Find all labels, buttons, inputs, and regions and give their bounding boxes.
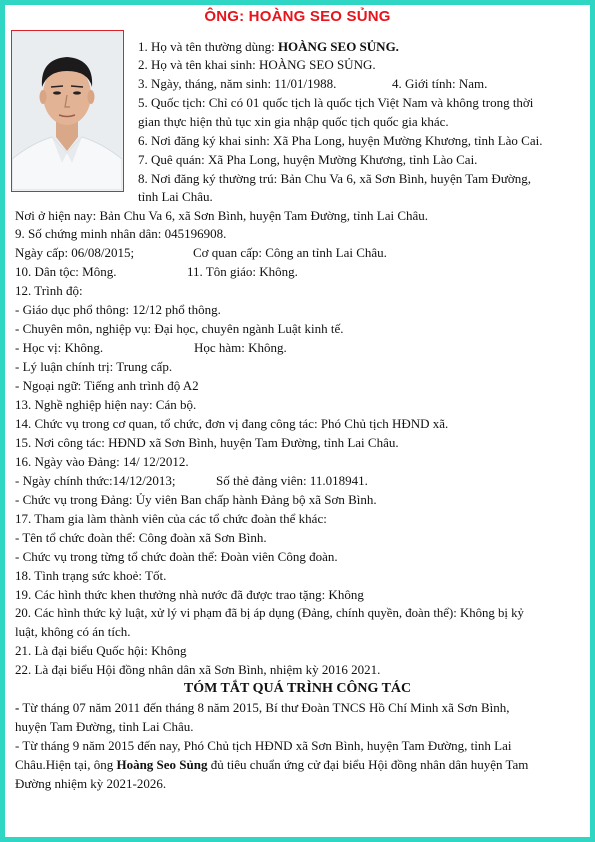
- nationality-line-cont: gian thực hiện thủ tục xin gia nhập quốc tịch quốc gia khác.: [138, 114, 449, 129]
- full-name-value: HOÀNG SEO SỦNG.: [277, 39, 399, 54]
- summary-paragraph-2-cont: Châu.Hiện tại, ông Hoàng Seo Sủng đủ tiêu chuẩn ứng cử đại biểu Hội đồng nhân dân huyện Tam: [15, 757, 529, 772]
- political-theory-line: - Lý luận chính trị: Trung cấp.: [15, 359, 173, 374]
- awards-line: 19. Các hình thức khen thưởng nhà nước đã được trao tặng: Không: [15, 587, 364, 602]
- nationality-line: 5. Quốc tịch: Chỉ có 01 quốc tịch là quốc tịch Việt Nam và không trong thời: [138, 95, 534, 110]
- organization-role-line: - Chức vụ trong từng tổ chức đoàn thể: Đoàn viên Công đoàn.: [15, 549, 338, 564]
- national-assembly-line: 21. Là đại biểu Quốc hội: Không: [15, 643, 187, 658]
- current-address-line: Nơi ở hiện nay: Bản Chu Va 6, xã Sơn Bình, huyện Tam Đường, tỉnh Lai Châu.: [15, 208, 429, 223]
- organizations-heading: 17. Tham gia làm thành viên của các tổ chức đoàn thể khác:: [15, 511, 327, 526]
- hometown-line: 7. Quê quán: Xã Pha Long, huyện Mường Khương, tỉnh Lào Cai.: [138, 152, 478, 167]
- summary-paragraph-1: - Từ tháng 07 năm 2011 đến tháng 8 năm 2015, Bí thư Đoàn TNCS Hồ Chí Minh xã Sơn Bình,: [15, 700, 510, 715]
- page-title: ÔNG: HOÀNG SEO SỦNG: [204, 8, 391, 25]
- candidate-name: Hoàng Seo Sủng: [116, 757, 208, 772]
- summary-paragraph-2: - Từ tháng 9 năm 2015 đến nay, Phó Chủ tịch HĐND xã Sơn Bình, huyện Tam Đường, tỉnh Lai: [15, 738, 512, 753]
- workplace-line: 15. Nơi công tác: HĐND xã Sơn Bình, huyện Tam Đường, tỉnh Lai Châu.: [15, 435, 399, 450]
- id-number-line: 9. Số chứng minh nhân dân: 045196908.: [15, 226, 227, 241]
- party-join-date-line: 16. Ngày vào Đảng: 14/ 12/2012.: [15, 454, 189, 469]
- general-education-line: - Giáo dục phổ thông: 12/12 phổ thông.: [15, 302, 221, 317]
- summary-paragraph-2-end: Đường nhiệm kỳ 2021-2026.: [15, 776, 167, 791]
- organization-name-line: - Tên tổ chức đoàn thể: Công đoàn xã Sơn Bình.: [15, 530, 267, 545]
- degree-line: - Học vị: Không.: [15, 340, 104, 355]
- permanent-residence-line-cont: tỉnh Lai Châu.: [138, 189, 213, 204]
- party-official-date: - Ngày chính thức:14/12/2013;: [15, 473, 176, 488]
- health-line: 18. Tình trạng sức khoẻ: Tốt.: [15, 568, 167, 583]
- party-position-line: - Chức vụ trong Đảng: Ủy viên Ban chấp hành Đảng bộ xã Sơn Bình.: [15, 492, 377, 507]
- permanent-residence-line: 8. Nơi đăng ký thường trú: Bản Chu Va 6, xã Sơn Bình, huyện Tam Đường,: [138, 171, 531, 186]
- ethnicity-line: 10. Dân tộc: Mông.: [15, 264, 117, 279]
- foreign-language-line: - Ngoại ngữ: Tiếng anh trình độ A2: [15, 378, 199, 393]
- birth-registration-line: 6. Nơi đăng ký khai sinh: Xã Pha Long, huyện Mường Khương, tỉnh Lào Cai.: [138, 133, 543, 148]
- discipline-line: 20. Các hình thức kỷ luật, xử lý vi phạm đã bị áp dụng (Đảng, chính quyền, đoàn thể): Không bị kỷ: [15, 606, 524, 620]
- work-summary-title: TÓM TẮT QUÁ TRÌNH CÔNG TÁC: [183, 681, 412, 696]
- education-heading: 12. Trình độ:: [15, 283, 83, 298]
- specialization-line: - Chuyên môn, nghiệp vụ: Đại học, chuyên ngành Luật kinh tế.: [15, 321, 344, 336]
- occupation-line: 13. Nghề nghiệp hiện nay: Cán bộ.: [15, 397, 197, 412]
- council-delegate-line: 22. Là đại biểu Hội đồng nhân dân xã Sơn Bình, nhiệm kỳ 2016 2021.: [15, 662, 381, 677]
- portrait-photo: [11, 30, 124, 192]
- party-card-number: Số thẻ đảng viên: 11.018941.: [216, 473, 368, 488]
- birth-name-line: 2. Họ và tên khai sinh: HOÀNG SEO SỦNG.: [138, 57, 376, 72]
- discipline-line-cont: luật, không có án tích.: [15, 624, 131, 639]
- religion-line: 11. Tôn giáo: Không.: [187, 264, 298, 279]
- academic-title-line: Học hàm: Không.: [194, 340, 287, 355]
- summary-paragraph-1-cont: huyện Tam Đường, tỉnh Lai Châu.: [15, 719, 194, 734]
- position-line: 14. Chức vụ trong cơ quan, tổ chức, đơn vị đang công tác: Phó Chủ tịch HĐND xã.: [15, 416, 449, 431]
- birth-date-line: 3. Ngày, tháng, năm sinh: 11/01/1988.: [138, 76, 337, 91]
- full-name-line: 1. Họ và tên thường dùng: HOÀNG SEO SỦNG.: [138, 39, 399, 54]
- id-issuer: Cơ quan cấp: Công an tỉnh Lai Châu.: [193, 245, 387, 260]
- gender-line: 4. Giới tính: Nam.: [392, 76, 488, 91]
- id-issue-date: Ngày cấp: 06/08/2015;: [15, 245, 135, 260]
